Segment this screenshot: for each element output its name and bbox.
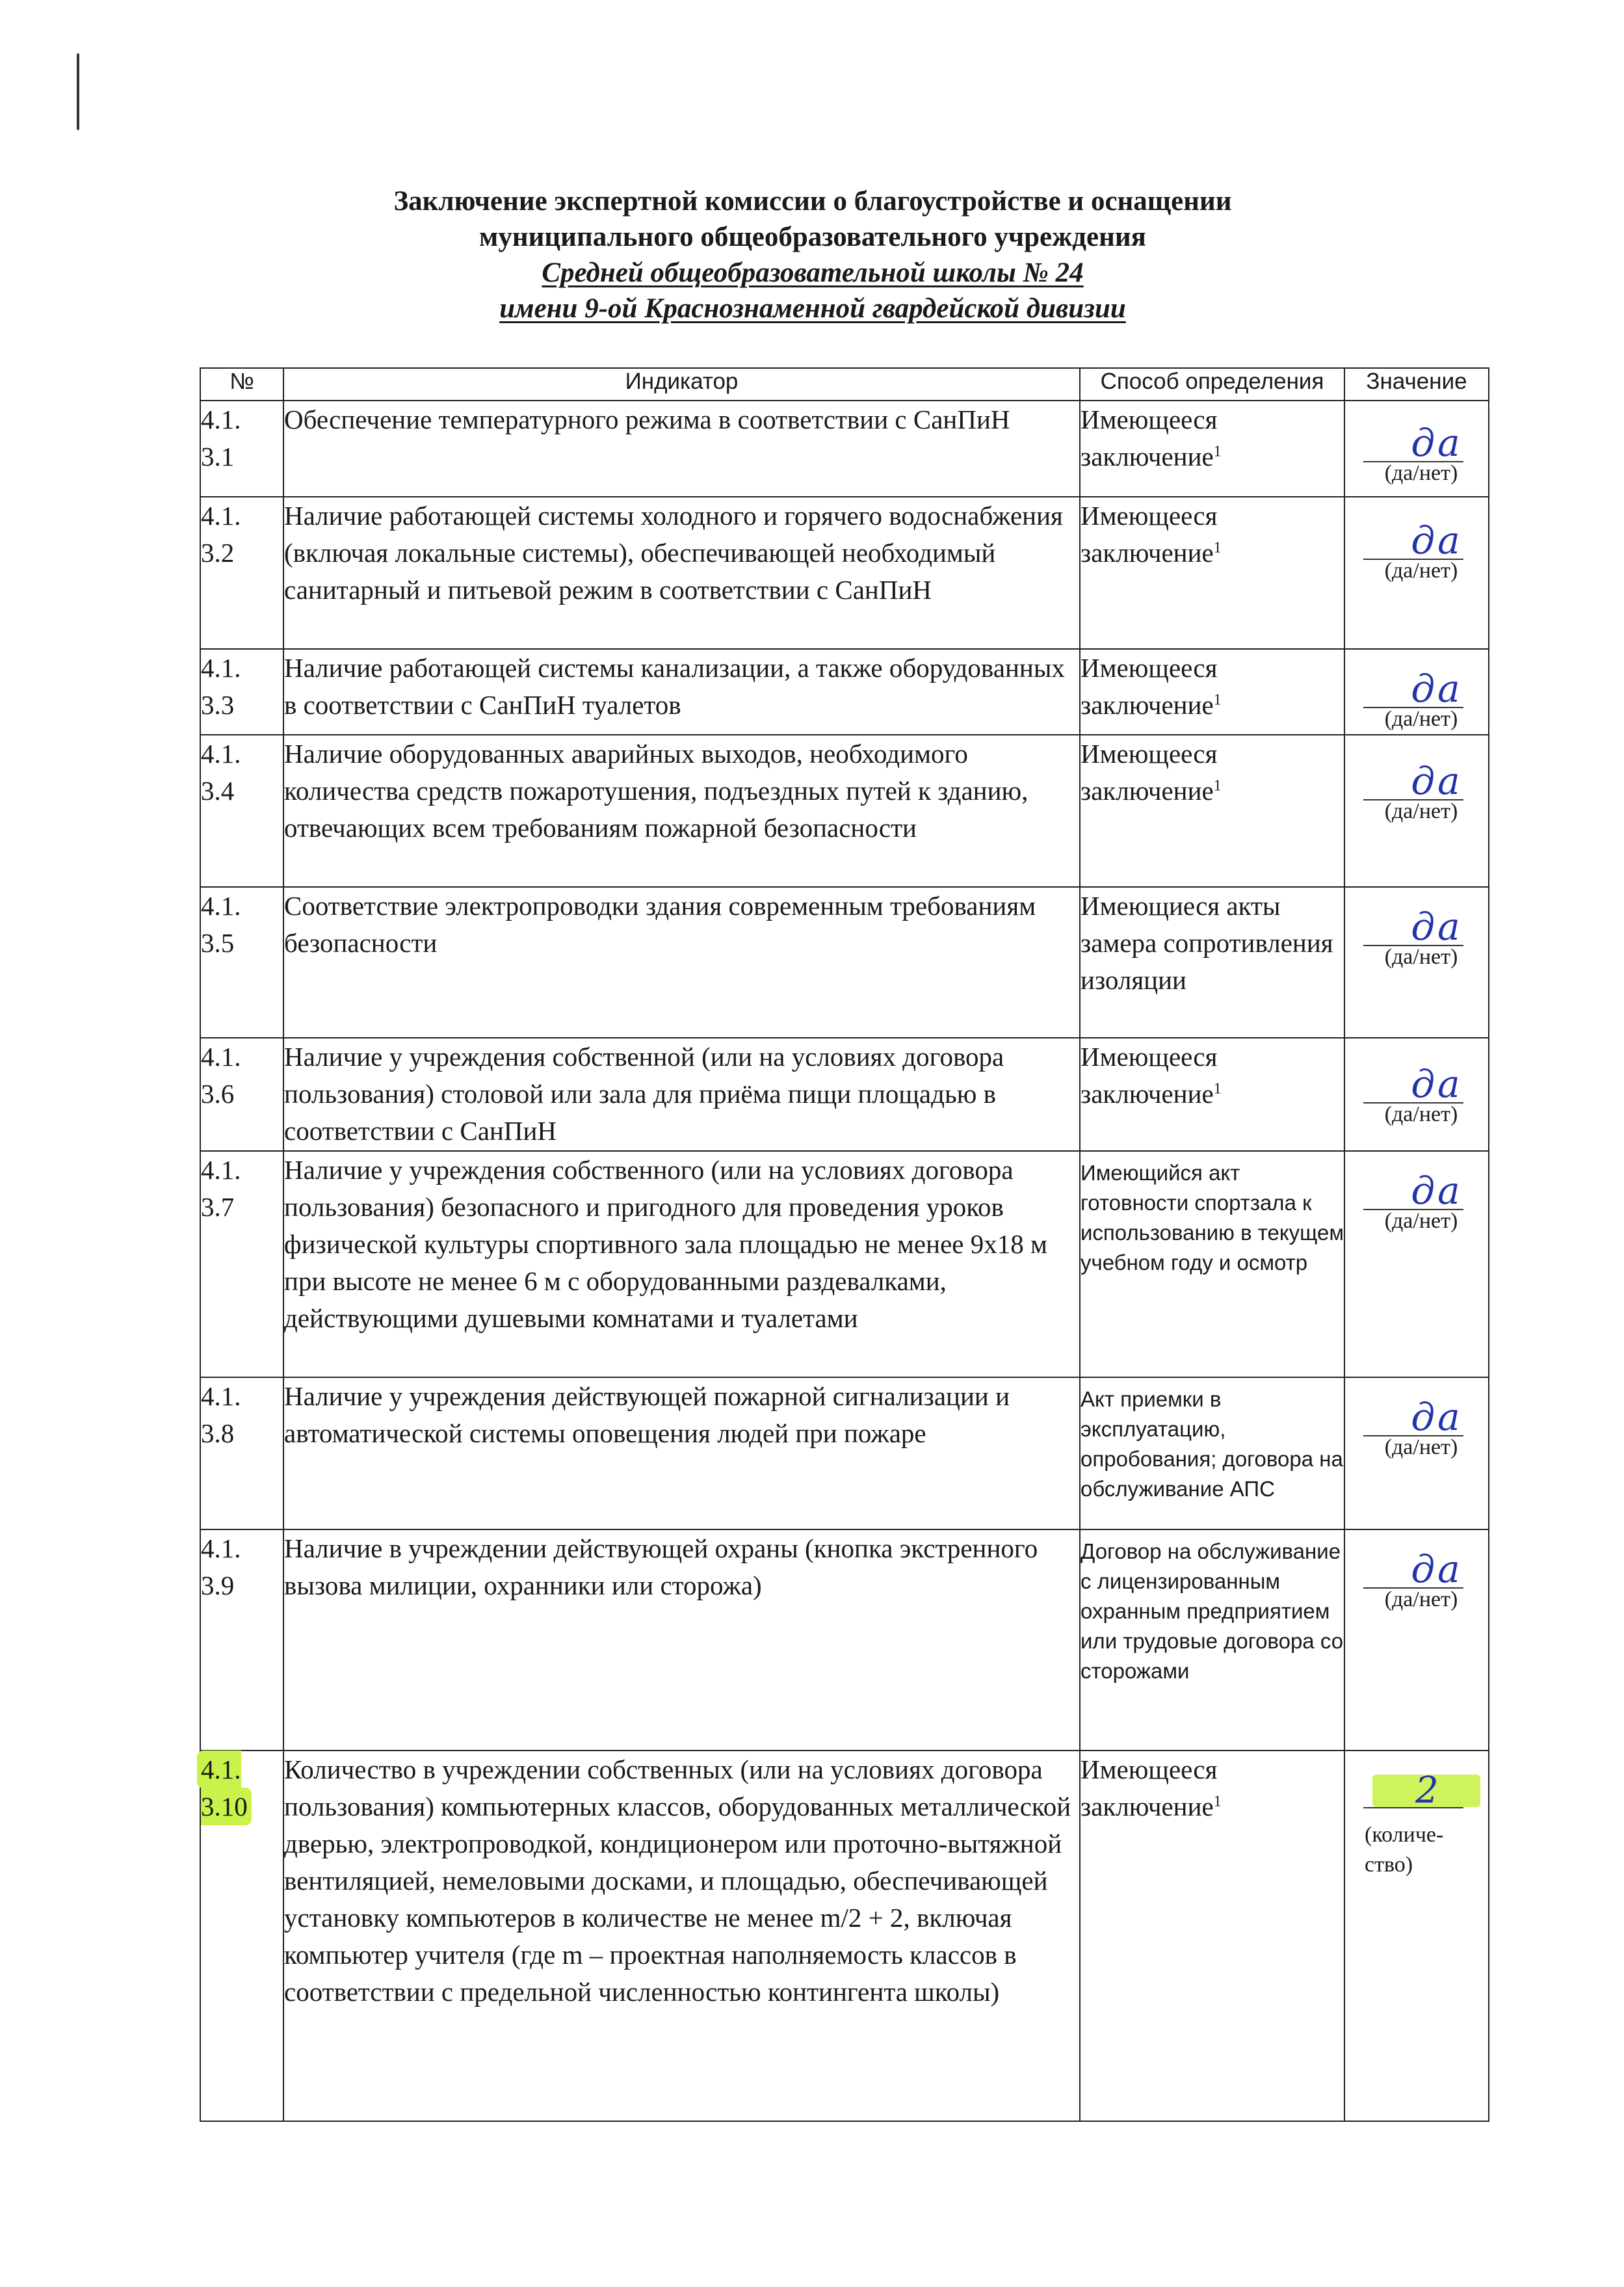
value-hint: (да/нет): [1384, 707, 1458, 731]
table-header-row: [200, 368, 1489, 401]
table-row: [200, 1151, 1489, 1377]
row-indicator: Наличие работающей системы холодного и горячего водоснабжения (включая локальные системы), обеспечивающей необходимый санитарный и питьевой режим в соответствии с СанПиН: [283, 497, 1080, 649]
value-handwritten: 2: [1415, 1769, 1439, 1812]
row-method: Имеющееся заключение: [1080, 501, 1218, 568]
footnote-mark: 1: [1213, 443, 1222, 460]
value-line: [1363, 1807, 1463, 1808]
table-row: [200, 1751, 1489, 2121]
value-hint: (да/нет): [1384, 559, 1458, 583]
row-indicator: Наличие работающей системы канализации, а также оборудованных в соответствии с СанПиН туалетов: [283, 649, 1080, 735]
row-method: Имеющееся заключение: [1080, 739, 1218, 806]
footnote-mark: 1: [1213, 1080, 1222, 1098]
header-num: №: [200, 368, 283, 401]
value-hint: (да/нет): [1384, 945, 1458, 969]
value-hint: (да/нет): [1384, 1587, 1458, 1611]
table-row: [200, 649, 1489, 735]
document-title: [195, 183, 1430, 326]
value-handwritten: да: [1411, 1062, 1463, 1106]
header-method: Способ определения: [1080, 368, 1344, 401]
row-number: 4.1. 3.4: [201, 739, 241, 806]
value-handwritten: да: [1411, 759, 1463, 803]
table-row: [200, 497, 1489, 649]
value-handwritten: да: [1411, 1547, 1463, 1591]
value-handwritten: да: [1411, 1169, 1463, 1213]
row-number: 4.1. 3.1: [201, 404, 241, 471]
row-indicator: Количество в учреждении собственных (или на условиях договора пользования) компьютерных классов, оборудованных металлической дверью, электропроводкой, кондиционером или проточно-вытяжной вентиляцией, немеловыми досками, и площадью, обеспечивающей установку компьютеров в количестве не менее m/2 + 2, включая компьютер учителя (где m – проектная наполняемость классов в соответствии с предельной численностью контингента школы): [283, 1751, 1080, 2121]
footnote-mark: 1: [1213, 1793, 1222, 1810]
table-row: [200, 1038, 1489, 1151]
title-line-4: имени 9-ой Краснознаменной гвардейской дивизии: [499, 293, 1126, 324]
value-handwritten: да: [1411, 518, 1463, 562]
row-number: 4.1. 3.7: [201, 1155, 241, 1222]
row-indicator: Обеспечение температурного режима в соответствии с СанПиН: [283, 401, 1080, 497]
value-handwritten: да: [1411, 1395, 1463, 1439]
row-method: Договор на обслуживание с лицензированным охранным предприятием или трудовые договора со сторожами: [1080, 1529, 1344, 1751]
row-number: 4.1. 3.9: [201, 1533, 241, 1600]
table-row: [200, 1377, 1489, 1529]
indicators-table: [200, 367, 1489, 2122]
value-handwritten: да: [1411, 667, 1463, 711]
header-indicator: Индикатор: [283, 368, 1080, 401]
row-method: Имеющееся заключение: [1080, 1042, 1218, 1109]
row-indicator: Наличие в учреждении действующей охраны (кнопка экстренного вызова милиции, охранники или сторожа): [283, 1529, 1080, 1751]
scan-edge-mark: [77, 53, 79, 130]
footnote-mark: 1: [1213, 777, 1222, 795]
value-hint: (да/нет): [1384, 1209, 1458, 1233]
row-method: Акт приемки в эксплуатацию, опробования; договора на обслуживание АПС: [1080, 1377, 1344, 1529]
table-row: [200, 887, 1489, 1038]
row-number: 4.1. 3.3: [201, 653, 241, 720]
row-method: Имеющиеся акты замера сопротивления изоляции: [1080, 891, 1333, 995]
value-hint: (да/нет): [1384, 461, 1458, 485]
header-value: Значение: [1344, 368, 1489, 401]
row-method: Имеющееся заключение: [1080, 653, 1218, 720]
title-line-3: Средней общеобразовательной школы № 24: [542, 258, 1084, 288]
row-indicator: Наличие оборудованных аварийных выходов, необходимого количества средств пожаротушения, подъездных путей к зданию, отвечающих всем требованиям пожарной безопасности: [283, 735, 1080, 887]
row-number: 4.1. 3.5: [201, 891, 241, 958]
row-number: 4.1. 3.10: [201, 1754, 248, 1821]
value-hint: (количе- ство): [1365, 1823, 1444, 1877]
row-indicator: Соответствие электропроводки здания современным требованиям безопасности: [283, 887, 1080, 1038]
value-hint: (да/нет): [1384, 799, 1458, 823]
table-row: [200, 401, 1489, 497]
row-number: 4.1. 3.6: [201, 1042, 241, 1109]
value-hint: (да/нет): [1384, 1435, 1458, 1459]
value-handwritten: да: [1411, 905, 1463, 949]
table-row: [200, 1529, 1489, 1751]
row-number: 4.1. 3.2: [201, 501, 241, 568]
footnote-mark: 1: [1213, 691, 1222, 709]
row-method: Имеющееся заключение: [1080, 1754, 1218, 1821]
row-indicator: Наличие у учреждения действующей пожарной сигнализации и автоматической системы оповещения людей при пожаре: [283, 1377, 1080, 1529]
row-number: 4.1. 3.8: [201, 1381, 241, 1448]
title-line-2: муниципального общеобразовательного учреждения: [479, 222, 1146, 252]
row-method: Имеющийся акт готовности спортзала к использованию в текущем учебном году и осмотр: [1080, 1151, 1344, 1377]
row-method: Имеющееся заключение: [1080, 404, 1218, 471]
row-indicator: Наличие у учреждения собственного (или на условиях договора пользования) безопасного и пригодного для проведения уроков физической культуры спортивного зала площадью не менее 9х18 м при высоте не менее 6 м с оборудованными раздевалками, действующими душевыми комнатами и туалетами: [283, 1151, 1080, 1377]
row-indicator: Наличие у учреждения собственной (или на условиях договора пользования) столовой или зала для приёма пищи площадью в соответствии с СанПиН: [283, 1038, 1080, 1151]
table-row: [200, 735, 1489, 887]
footnote-mark: 1: [1213, 539, 1222, 557]
title-line-1: Заключение экспертной комиссии о благоустройстве и оснащении: [393, 186, 1232, 217]
value-hint: (да/нет): [1384, 1102, 1458, 1126]
value-handwritten: да: [1411, 421, 1463, 465]
